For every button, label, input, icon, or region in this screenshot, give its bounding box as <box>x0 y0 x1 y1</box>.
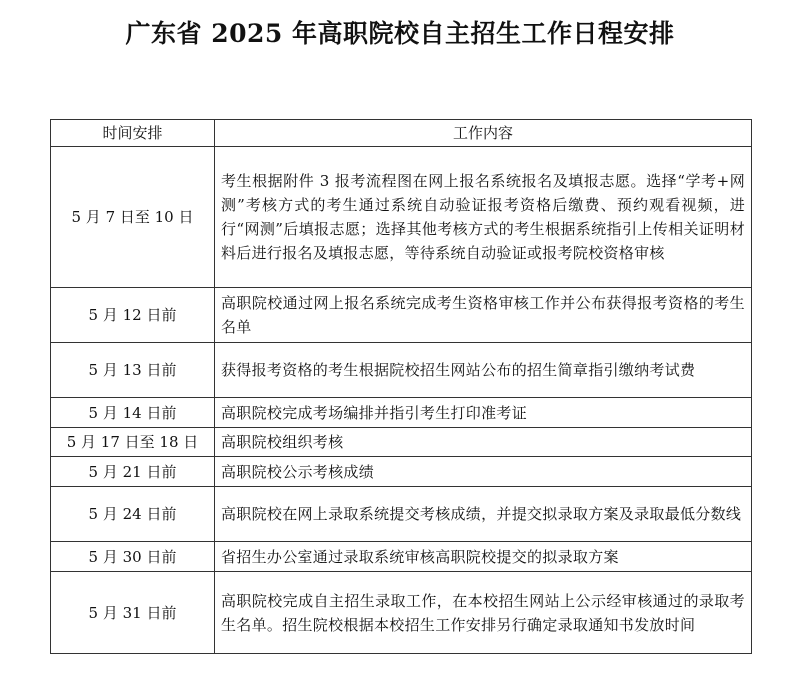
table-row <box>51 572 752 654</box>
table-row <box>51 147 752 288</box>
row-content: 省招生办公室通过录取系统审核高职院校提交的拟录取方案 <box>215 542 752 572</box>
row-time: 5 月 31 日前 <box>51 572 215 654</box>
row-time: 5 月 12 日前 <box>51 288 215 343</box>
row-time: 5 月 30 日前 <box>51 542 215 572</box>
table-row <box>51 428 752 457</box>
row-time: 5 月 21 日前 <box>51 457 215 487</box>
table-header-row <box>51 120 752 147</box>
schedule-table <box>50 119 752 654</box>
row-content: 高职院校公示考核成绩 <box>215 457 752 487</box>
row-time: 5 月 17 日至 18 日 <box>51 428 215 457</box>
row-content: 高职院校在网上录取系统提交考核成绩，并提交拟录取方案及录取最低分数线 <box>215 487 752 542</box>
page-title: 广东省 2025 年高职院校自主招生工作日程安排 <box>125 19 675 48</box>
row-time: 5 月 13 日前 <box>51 343 215 398</box>
table-row <box>51 487 752 542</box>
table-row <box>51 343 752 398</box>
row-content: 考生根据附件 3 报考流程图在网上报名系统报名及填报志愿。选择“学考+网测”考核方式的考生通过系统自动验证报考资格后缴费、预约观看视频，进行“网测”后填报志愿；选择其他考核方式的考生根据系统指引上传相关证明材料后进行报名及填报志愿，等待系统自动验证或报考院校资格审核 <box>215 147 752 288</box>
row-content: 获得报考资格的考生根据院校招生网站公布的招生简章指引缴纳考试费 <box>215 343 752 398</box>
row-time: 5 月 7 日至 10 日 <box>51 147 215 288</box>
table-row <box>51 288 752 343</box>
row-content: 高职院校组织考核 <box>215 428 752 457</box>
table-row <box>51 457 752 487</box>
header-content: 工作内容 <box>215 120 752 147</box>
row-time: 5 月 14 日前 <box>51 398 215 428</box>
row-content: 高职院校通过网上报名系统完成考生资格审核工作并公布获得报考资格的考生名单 <box>215 288 752 343</box>
header-time: 时间安排 <box>51 120 215 147</box>
row-content: 高职院校完成考场编排并指引考生打印准考证 <box>215 398 752 428</box>
row-time: 5 月 24 日前 <box>51 487 215 542</box>
table-row <box>51 398 752 428</box>
row-content: 高职院校完成自主招生录取工作，在本校招生网站上公示经审核通过的录取考生名单。招生院校根据本校招生工作安排另行确定录取通知书发放时间 <box>215 572 752 654</box>
table-row <box>51 542 752 572</box>
